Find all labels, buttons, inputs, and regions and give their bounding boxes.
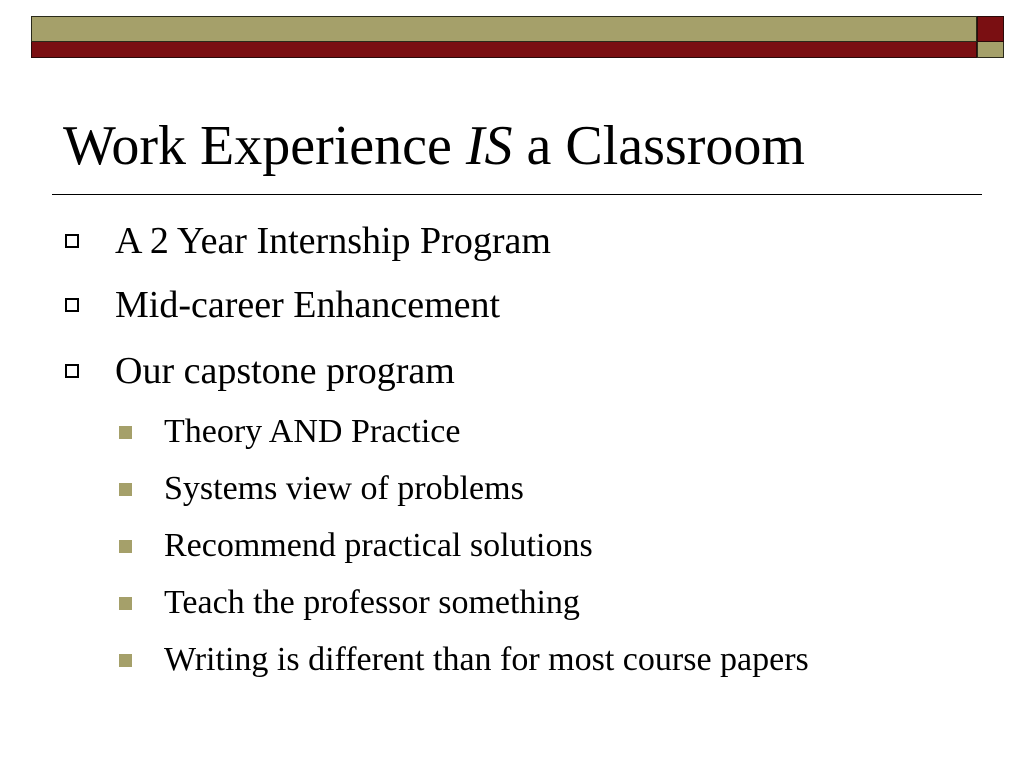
title-text-after: a Classroom [512,115,805,177]
bullet-text: A 2 Year Internship Program [115,220,551,262]
bullet-text: Our capstone program [115,350,455,392]
filled-square-bullet-icon [119,483,132,496]
sub-bullet-text: Writing is different than for most course papers [164,641,809,678]
filled-square-bullet-icon [119,540,132,553]
sub-bullet-text: Recommend practical solutions [164,527,593,564]
sub-bullet-text: Systems view of problems [164,470,524,507]
title-text-emphasis: IS [465,115,513,177]
hollow-square-bullet-icon [65,234,79,248]
hollow-square-bullet-icon [65,298,79,312]
title-text-before: Work Experience [63,115,466,177]
hollow-square-bullet-icon [65,364,79,378]
sub-bullet-text: Theory AND Practice [164,413,461,450]
filled-square-bullet-icon [119,426,132,439]
sub-bullet-text: Teach the professor something [164,584,580,621]
filled-square-bullet-icon [119,654,132,667]
filled-square-bullet-icon [119,597,132,610]
bullet-text: Mid-career Enhancement [115,284,501,326]
